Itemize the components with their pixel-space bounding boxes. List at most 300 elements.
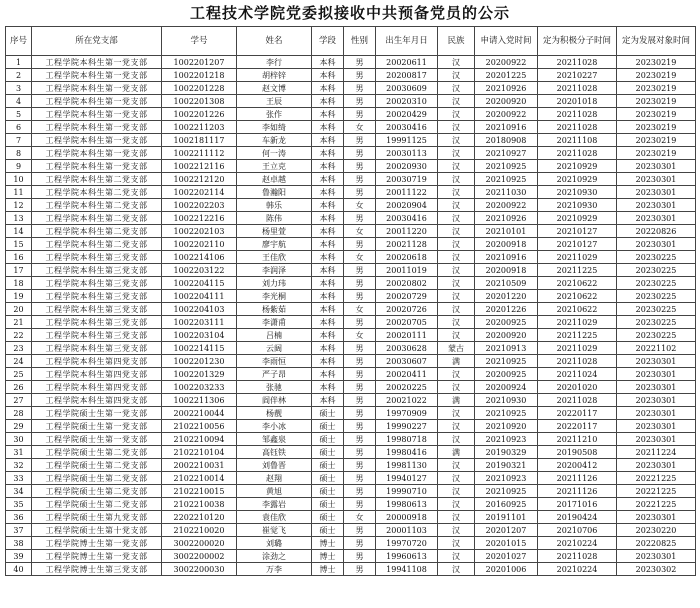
cell-name: 李露岩 bbox=[237, 498, 312, 511]
cell-activist-date: 20210930 bbox=[538, 199, 617, 212]
cell-gender: 男 bbox=[344, 342, 376, 355]
cell-name: 涂劲之 bbox=[237, 550, 312, 563]
cell-birthdate: 20020726 bbox=[376, 303, 438, 316]
cell-branch: 工程学院本科生第二党支部 bbox=[32, 212, 162, 225]
cell-candidate-date: 20230301 bbox=[617, 420, 696, 433]
cell-level: 本科 bbox=[312, 56, 344, 69]
cell-gender: 男 bbox=[344, 433, 376, 446]
cell-branch: 工程学院本科生第四党支部 bbox=[32, 355, 162, 368]
cell-branch: 工程学院硕士生第二党支部 bbox=[32, 498, 162, 511]
cell-birthdate: 20011019 bbox=[376, 264, 438, 277]
cell-candidate-date: 20230301 bbox=[617, 381, 696, 394]
cell-activist-date: 20210127 bbox=[538, 225, 617, 238]
cell-level: 硕士 bbox=[312, 407, 344, 420]
table-row bbox=[6, 563, 696, 576]
cell-ethnicity: 汉 bbox=[438, 368, 475, 381]
header-name: 姓名 bbox=[237, 27, 312, 56]
cell-gender: 男 bbox=[344, 134, 376, 147]
cell-birthdate: 19981130 bbox=[376, 459, 438, 472]
cell-gender: 男 bbox=[344, 316, 376, 329]
cell-ethnicity: 汉 bbox=[438, 56, 475, 69]
cell-index: 29 bbox=[6, 420, 32, 433]
cell-index: 24 bbox=[6, 355, 32, 368]
table-row bbox=[6, 173, 696, 186]
cell-gender: 男 bbox=[344, 147, 376, 160]
cell-branch: 工程学院博士生第一党支部 bbox=[32, 550, 162, 563]
cell-birthdate: 20000918 bbox=[376, 511, 438, 524]
cell-candidate-date: 20230301 bbox=[617, 160, 696, 173]
cell-birthdate: 19990710 bbox=[376, 485, 438, 498]
cell-gender: 男 bbox=[344, 485, 376, 498]
cell-birthdate: 20021128 bbox=[376, 238, 438, 251]
cell-level: 本科 bbox=[312, 316, 344, 329]
cell-candidate-date: 20230219 bbox=[617, 147, 696, 160]
cell-activist-date: 20220117 bbox=[538, 420, 617, 433]
table-row bbox=[6, 498, 696, 511]
cell-birthdate: 19980416 bbox=[376, 446, 438, 459]
cell-candidate-date: 20230301 bbox=[617, 511, 696, 524]
cell-student-id: 2002210044 bbox=[162, 407, 237, 420]
table-row bbox=[6, 108, 696, 121]
cell-index: 33 bbox=[6, 472, 32, 485]
cell-apply-date: 20201207 bbox=[475, 524, 538, 537]
cell-student-id: 2102210020 bbox=[162, 524, 237, 537]
cell-activist-date: 20201018 bbox=[538, 95, 617, 108]
table-row bbox=[6, 485, 696, 498]
cell-student-id: 2102210094 bbox=[162, 433, 237, 446]
cell-name: 邹鑫泉 bbox=[237, 433, 312, 446]
table-row bbox=[6, 511, 696, 524]
cell-activist-date: 20211225 bbox=[538, 329, 617, 342]
cell-gender: 男 bbox=[344, 459, 376, 472]
cell-candidate-date: 20230301 bbox=[617, 355, 696, 368]
table-row bbox=[6, 238, 696, 251]
header-apply-date: 申请入党时间 bbox=[475, 27, 538, 56]
cell-level: 本科 bbox=[312, 342, 344, 355]
cell-apply-date: 20200925 bbox=[475, 368, 538, 381]
cell-level: 硕士 bbox=[312, 446, 344, 459]
cell-apply-date: 20210920 bbox=[475, 420, 538, 433]
cell-level: 硕士 bbox=[312, 433, 344, 446]
cell-index: 22 bbox=[6, 329, 32, 342]
cell-level: 本科 bbox=[312, 82, 344, 95]
page-title: 工程技术学院党委拟接收中共预备党员的公示 bbox=[189, 4, 510, 22]
cell-ethnicity: 汉 bbox=[438, 433, 475, 446]
cell-candidate-date: 20230302 bbox=[617, 563, 696, 576]
table-row bbox=[6, 524, 696, 537]
cell-candidate-date: 20221102 bbox=[617, 342, 696, 355]
cell-name: 王立克 bbox=[237, 160, 312, 173]
cell-apply-date: 20180908 bbox=[475, 134, 538, 147]
cell-candidate-date: 20230225 bbox=[617, 251, 696, 264]
cell-ethnicity: 汉 bbox=[438, 134, 475, 147]
cell-activist-date: 20211126 bbox=[538, 485, 617, 498]
cell-gender: 女 bbox=[344, 121, 376, 134]
cell-level: 本科 bbox=[312, 329, 344, 342]
cell-ethnicity: 汉 bbox=[438, 251, 475, 264]
cell-index: 7 bbox=[6, 134, 32, 147]
cell-student-id: 1002201207 bbox=[162, 56, 237, 69]
cell-birthdate: 20020802 bbox=[376, 277, 438, 290]
cell-gender: 男 bbox=[344, 537, 376, 550]
cell-apply-date: 20200918 bbox=[475, 238, 538, 251]
cell-gender: 男 bbox=[344, 160, 376, 173]
cell-birthdate: 20020111 bbox=[376, 329, 438, 342]
cell-activist-date: 20210224 bbox=[538, 563, 617, 576]
cell-branch: 工程学院本科生第三党支部 bbox=[32, 329, 162, 342]
cell-index: 38 bbox=[6, 537, 32, 550]
cell-index: 9 bbox=[6, 160, 32, 173]
header-student-id: 学号 bbox=[162, 27, 237, 56]
cell-apply-date: 20200922 bbox=[475, 56, 538, 69]
cell-candidate-date: 20220825 bbox=[617, 537, 696, 550]
cell-apply-date: 20200922 bbox=[475, 108, 538, 121]
cell-index: 30 bbox=[6, 433, 32, 446]
cell-birthdate: 19980718 bbox=[376, 433, 438, 446]
table-row bbox=[6, 303, 696, 316]
table-row bbox=[6, 329, 696, 342]
cell-gender: 男 bbox=[344, 56, 376, 69]
cell-candidate-date: 20230220 bbox=[617, 524, 696, 537]
cell-gender: 女 bbox=[344, 329, 376, 342]
cell-apply-date: 20210509 bbox=[475, 277, 538, 290]
cell-name: 赵文博 bbox=[237, 82, 312, 95]
cell-ethnicity: 汉 bbox=[438, 238, 475, 251]
cell-level: 本科 bbox=[312, 212, 344, 225]
cell-name: 杨靓 bbox=[237, 407, 312, 420]
cell-student-id: 1002212120 bbox=[162, 173, 237, 186]
cell-name: 李行 bbox=[237, 56, 312, 69]
cell-ethnicity: 汉 bbox=[438, 95, 475, 108]
cell-activist-date: 20200412 bbox=[538, 459, 617, 472]
cell-candidate-date: 20221225 bbox=[617, 472, 696, 485]
cell-activist-date: 20211029 bbox=[538, 316, 617, 329]
cell-student-id: 1002212116 bbox=[162, 160, 237, 173]
cell-gender: 女 bbox=[344, 251, 376, 264]
cell-activist-date: 20210227 bbox=[538, 69, 617, 82]
cell-student-id: 1002203104 bbox=[162, 329, 237, 342]
cell-activist-date: 20190424 bbox=[538, 511, 617, 524]
cell-index: 20 bbox=[6, 303, 32, 316]
cell-activist-date: 20211210 bbox=[538, 433, 617, 446]
table-row bbox=[6, 550, 696, 563]
cell-level: 硕士 bbox=[312, 524, 344, 537]
header-birthdate: 出生年月日 bbox=[376, 27, 438, 56]
cell-apply-date: 20190329 bbox=[475, 446, 538, 459]
cell-birthdate: 19970909 bbox=[376, 407, 438, 420]
table-row bbox=[6, 394, 696, 407]
cell-gender: 男 bbox=[344, 173, 376, 186]
cell-ethnicity: 汉 bbox=[438, 407, 475, 420]
cell-ethnicity: 汉 bbox=[438, 199, 475, 212]
cell-branch: 工程学院本科生第一党支部 bbox=[32, 56, 162, 69]
cell-activist-date: 20210930 bbox=[538, 186, 617, 199]
cell-branch: 工程学院硕士生第二党支部 bbox=[32, 446, 162, 459]
cell-gender: 男 bbox=[344, 108, 376, 121]
cell-student-id: 1002203233 bbox=[162, 381, 237, 394]
cell-student-id: 1002201329 bbox=[162, 368, 237, 381]
cell-student-id: 1002201308 bbox=[162, 95, 237, 108]
table-row bbox=[6, 537, 696, 550]
cell-ethnicity: 汉 bbox=[438, 498, 475, 511]
cell-student-id: 1002212216 bbox=[162, 212, 237, 225]
cell-name: 胡梓锌 bbox=[237, 69, 312, 82]
cell-index: 12 bbox=[6, 199, 32, 212]
cell-level: 本科 bbox=[312, 121, 344, 134]
cell-level: 本科 bbox=[312, 381, 344, 394]
cell-student-id: 2102210104 bbox=[162, 446, 237, 459]
cell-candidate-date: 20211224 bbox=[617, 446, 696, 459]
table-row bbox=[6, 381, 696, 394]
cell-branch: 工程学院硕士生第二党支部 bbox=[32, 485, 162, 498]
cell-branch: 工程学院本科生第三党支部 bbox=[32, 316, 162, 329]
cell-level: 硕士 bbox=[312, 498, 344, 511]
cell-candidate-date: 20230225 bbox=[617, 303, 696, 316]
cell-level: 本科 bbox=[312, 134, 344, 147]
cell-student-id: 1002201218 bbox=[162, 69, 237, 82]
cell-level: 本科 bbox=[312, 225, 344, 238]
cell-index: 17 bbox=[6, 264, 32, 277]
cell-student-id: 1002214115 bbox=[162, 342, 237, 355]
cell-name: 袁佳欣 bbox=[237, 511, 312, 524]
cell-ethnicity: 汉 bbox=[438, 277, 475, 290]
table-row bbox=[6, 121, 696, 134]
cell-candidate-date: 20230301 bbox=[617, 459, 696, 472]
cell-gender: 男 bbox=[344, 69, 376, 82]
cell-branch: 工程学院硕士生第一党支部 bbox=[32, 420, 162, 433]
cell-apply-date: 20201015 bbox=[475, 537, 538, 550]
cell-apply-date: 20160925 bbox=[475, 498, 538, 511]
cell-level: 硕士 bbox=[312, 420, 344, 433]
cell-activist-date: 20210929 bbox=[538, 212, 617, 225]
cell-branch: 工程学院本科生第三党支部 bbox=[32, 303, 162, 316]
cell-apply-date: 20211030 bbox=[475, 186, 538, 199]
cell-name: 阎伴林 bbox=[237, 394, 312, 407]
cell-activist-date: 20211028 bbox=[538, 56, 617, 69]
cell-name: 杨里萱 bbox=[237, 225, 312, 238]
cell-gender: 男 bbox=[344, 355, 376, 368]
cell-branch: 工程学院本科生第四党支部 bbox=[32, 381, 162, 394]
cell-name: 王佳欣 bbox=[237, 251, 312, 264]
cell-gender: 男 bbox=[344, 394, 376, 407]
cell-apply-date: 20200925 bbox=[475, 316, 538, 329]
cell-index: 2 bbox=[6, 69, 32, 82]
cell-birthdate: 20011220 bbox=[376, 225, 438, 238]
cell-birthdate: 20030628 bbox=[376, 342, 438, 355]
cell-student-id: 1002211203 bbox=[162, 121, 237, 134]
cell-level: 本科 bbox=[312, 368, 344, 381]
cell-student-id: 3002200002 bbox=[162, 550, 237, 563]
cell-gender: 男 bbox=[344, 563, 376, 576]
cell-index: 21 bbox=[6, 316, 32, 329]
table-header-row bbox=[6, 27, 696, 56]
cell-birthdate: 19991125 bbox=[376, 134, 438, 147]
table-row bbox=[6, 277, 696, 290]
cell-apply-date: 20210101 bbox=[475, 225, 538, 238]
cell-level: 本科 bbox=[312, 264, 344, 277]
cell-ethnicity: 汉 bbox=[438, 329, 475, 342]
cell-activist-date: 20211024 bbox=[538, 368, 617, 381]
cell-branch: 工程学院硕士生第二党支部 bbox=[32, 472, 162, 485]
cell-activist-date: 20211028 bbox=[538, 82, 617, 95]
cell-birthdate: 19980613 bbox=[376, 498, 438, 511]
table-row bbox=[6, 459, 696, 472]
cell-activist-date: 20210929 bbox=[538, 160, 617, 173]
cell-branch: 工程学院本科生第三党支部 bbox=[32, 342, 162, 355]
cell-level: 本科 bbox=[312, 355, 344, 368]
cell-branch: 工程学院硕士生第九党支部 bbox=[32, 511, 162, 524]
cell-apply-date: 20210925 bbox=[475, 173, 538, 186]
cell-level: 本科 bbox=[312, 251, 344, 264]
cell-apply-date: 20210925 bbox=[475, 160, 538, 173]
cell-candidate-date: 20230301 bbox=[617, 199, 696, 212]
cell-index: 8 bbox=[6, 147, 32, 160]
cell-name: 崔觉飞 bbox=[237, 524, 312, 537]
cell-name: 张作 bbox=[237, 108, 312, 121]
cell-ethnicity: 汉 bbox=[438, 459, 475, 472]
cell-index: 25 bbox=[6, 368, 32, 381]
cell-birthdate: 20020904 bbox=[376, 199, 438, 212]
cell-candidate-date: 20230301 bbox=[617, 186, 696, 199]
cell-gender: 男 bbox=[344, 550, 376, 563]
table-row bbox=[6, 95, 696, 108]
cell-branch: 工程学院本科生第一党支部 bbox=[32, 134, 162, 147]
cell-ethnicity: 汉 bbox=[438, 108, 475, 121]
cell-student-id: 1002202103 bbox=[162, 225, 237, 238]
cell-candidate-date: 20230219 bbox=[617, 82, 696, 95]
cell-candidate-date: 20230301 bbox=[617, 550, 696, 563]
cell-activist-date: 20211028 bbox=[538, 147, 617, 160]
header-candidate-date: 定为发展对象时间 bbox=[617, 27, 696, 56]
cell-apply-date: 20200920 bbox=[475, 95, 538, 108]
cell-branch: 工程学院本科生第二党支部 bbox=[32, 186, 162, 199]
cell-gender: 男 bbox=[344, 381, 376, 394]
cell-name: 陈伟 bbox=[237, 212, 312, 225]
cell-candidate-date: 20230219 bbox=[617, 121, 696, 134]
cell-gender: 男 bbox=[344, 264, 376, 277]
cell-student-id: 1002202114 bbox=[162, 186, 237, 199]
table-row bbox=[6, 433, 696, 446]
cell-gender: 男 bbox=[344, 472, 376, 485]
cell-student-id: 1002201230 bbox=[162, 355, 237, 368]
cell-ethnicity: 汉 bbox=[438, 69, 475, 82]
header-gender: 性别 bbox=[344, 27, 376, 56]
cell-student-id: 1002203122 bbox=[162, 264, 237, 277]
cell-ethnicity: 汉 bbox=[438, 186, 475, 199]
cell-level: 本科 bbox=[312, 238, 344, 251]
cell-level: 本科 bbox=[312, 108, 344, 121]
cell-birthdate: 20020310 bbox=[376, 95, 438, 108]
table-row bbox=[6, 147, 696, 160]
cell-activist-date: 20210929 bbox=[538, 173, 617, 186]
cell-ethnicity: 汉 bbox=[438, 381, 475, 394]
cell-student-id: 2202210120 bbox=[162, 511, 237, 524]
cell-branch: 工程学院本科生第二党支部 bbox=[32, 199, 162, 212]
cell-name: 李雨恒 bbox=[237, 355, 312, 368]
cell-candidate-date: 20230301 bbox=[617, 407, 696, 420]
cell-birthdate: 20030416 bbox=[376, 121, 438, 134]
cell-student-id: 1002204103 bbox=[162, 303, 237, 316]
cell-apply-date: 20201220 bbox=[475, 290, 538, 303]
cell-candidate-date: 20230301 bbox=[617, 394, 696, 407]
cell-index: 35 bbox=[6, 498, 32, 511]
table-row bbox=[6, 264, 696, 277]
cell-birthdate: 20021022 bbox=[376, 394, 438, 407]
cell-apply-date: 20210926 bbox=[475, 212, 538, 225]
cell-apply-date: 20210927 bbox=[475, 147, 538, 160]
cell-candidate-date: 20230301 bbox=[617, 173, 696, 186]
cell-gender: 男 bbox=[344, 524, 376, 537]
cell-candidate-date: 20221225 bbox=[617, 485, 696, 498]
cell-candidate-date: 20230225 bbox=[617, 290, 696, 303]
cell-activist-date: 20210706 bbox=[538, 524, 617, 537]
header-activist-date: 定为积极分子时间 bbox=[538, 27, 617, 56]
cell-ethnicity: 汉 bbox=[438, 173, 475, 186]
cell-level: 本科 bbox=[312, 186, 344, 199]
cell-index: 34 bbox=[6, 485, 32, 498]
cell-student-id: 1002204115 bbox=[162, 277, 237, 290]
cell-gender: 男 bbox=[344, 498, 376, 511]
cell-index: 37 bbox=[6, 524, 32, 537]
cell-gender: 男 bbox=[344, 186, 376, 199]
cell-birthdate: 20020411 bbox=[376, 368, 438, 381]
cell-activist-date: 20220117 bbox=[538, 407, 617, 420]
cell-branch: 工程学院本科生第一党支部 bbox=[32, 69, 162, 82]
cell-student-id: 3002200030 bbox=[162, 563, 237, 576]
cell-candidate-date: 20230301 bbox=[617, 368, 696, 381]
cell-name: 刘璐 bbox=[237, 537, 312, 550]
table-row bbox=[6, 212, 696, 225]
cell-ethnicity: 汉 bbox=[438, 472, 475, 485]
cell-branch: 工程学院本科生第三党支部 bbox=[32, 264, 162, 277]
cell-candidate-date: 20220826 bbox=[617, 225, 696, 238]
cell-student-id: 1002202203 bbox=[162, 199, 237, 212]
cell-activist-date: 20210622 bbox=[538, 277, 617, 290]
table-body bbox=[6, 56, 696, 576]
candidate-table bbox=[5, 26, 696, 576]
cell-name: 廖宇航 bbox=[237, 238, 312, 251]
cell-apply-date: 20201006 bbox=[475, 563, 538, 576]
cell-branch: 工程学院博士生第三党支部 bbox=[32, 563, 162, 576]
cell-branch: 工程学院本科生第一党支部 bbox=[32, 108, 162, 121]
cell-gender: 女 bbox=[344, 199, 376, 212]
cell-index: 16 bbox=[6, 251, 32, 264]
cell-apply-date: 20200922 bbox=[475, 199, 538, 212]
cell-apply-date: 20201226 bbox=[475, 303, 538, 316]
cell-birthdate: 20020611 bbox=[376, 56, 438, 69]
cell-activist-date: 20171016 bbox=[538, 498, 617, 511]
cell-index: 13 bbox=[6, 212, 32, 225]
cell-gender: 男 bbox=[344, 420, 376, 433]
cell-activist-date: 20210127 bbox=[538, 238, 617, 251]
cell-apply-date: 20210923 bbox=[475, 472, 538, 485]
cell-branch: 工程学院博士生第一党支部 bbox=[32, 537, 162, 550]
cell-branch: 工程学院本科生第一党支部 bbox=[32, 82, 162, 95]
cell-name: 鲁瀚阳 bbox=[237, 186, 312, 199]
cell-apply-date: 20210925 bbox=[475, 407, 538, 420]
cell-activist-date: 20190508 bbox=[538, 446, 617, 459]
cell-branch: 工程学院本科生第二党支部 bbox=[32, 225, 162, 238]
cell-candidate-date: 20230301 bbox=[617, 433, 696, 446]
cell-apply-date: 20201225 bbox=[475, 69, 538, 82]
cell-birthdate: 20020729 bbox=[376, 290, 438, 303]
table-row bbox=[6, 368, 696, 381]
cell-index: 40 bbox=[6, 563, 32, 576]
cell-name: 李潇甫 bbox=[237, 316, 312, 329]
cell-ethnicity: 汉 bbox=[438, 316, 475, 329]
cell-apply-date: 20191101 bbox=[475, 511, 538, 524]
cell-ethnicity: 汉 bbox=[438, 225, 475, 238]
